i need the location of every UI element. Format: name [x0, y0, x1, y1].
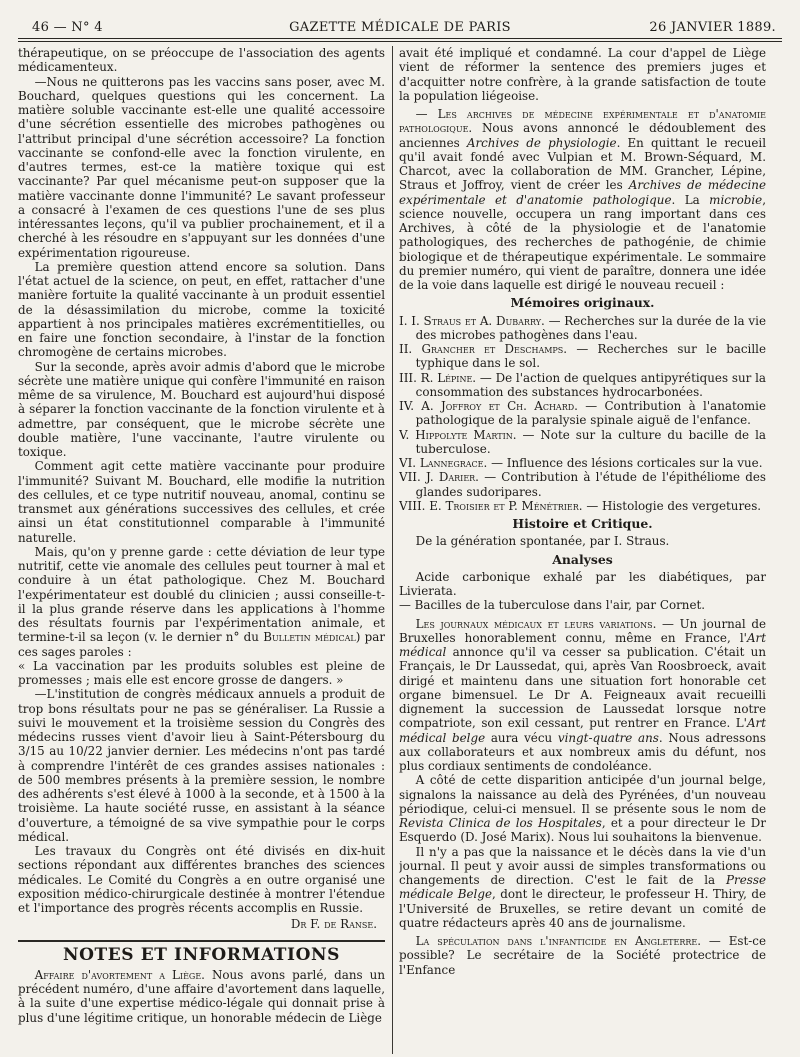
section-rule	[18, 940, 385, 942]
list-item: VI. Lannegrace. — Influence des lésions corticales sur la vue.	[399, 456, 763, 470]
list-item: II. Grancher et Deschamps. — Recherches sur le bacille typhique dans le sol.	[399, 342, 766, 371]
item-heading: — Les archives de médecine expérimentale et d'anatomie pathologique.	[399, 107, 766, 136]
paragraph: Les travaux du Congrès ont été divisés en dix-huit sections répondant aux différentes branches des sciences médicales. Le Comité du Congrès a en outre organisé une exposition médico-chirurgicale destinée à montrer l'étendue et l'importance des progrès récents accomplis en Russie.	[18, 844, 385, 915]
item-heading: Les journaux médicaux et leurs variations.	[415, 616, 657, 631]
paragraph: La spéculation dans l'infanticide en Angleterre. — Est-ce possible? Le secrétaire de la Société protectrice de l'Enfance	[399, 934, 766, 977]
paragraph: Acide carbonique exhalé par les diabétiques, par Livierata.	[399, 569, 766, 598]
section-title: NOTES ET INFORMATIONS	[62, 944, 341, 965]
paragraph: De la génération spontanée, par I. Straus.	[415, 534, 670, 549]
list-item: VIII. E. Troisier et P. Ménétrier. — Histologie des vergetures.	[399, 498, 762, 513]
paragraph: Sur la seconde, après avoir admis d'abord que le microbe sécrète une matière unique qui confère l'immunité en raison même de sa virulence, M. Bouchard est aujourd'hui disposé à séparer la fonction vaccinante de la fonction virulente et à admettre, par conséquent, que le microbe sécrète une double matière, l'une vaccinante, l'autre virulente ou toxique.	[18, 359, 385, 459]
paragraph: — Bacilles de la tuberculose dans l'air, par Cornet.	[399, 598, 706, 613]
left-column	[18, 46, 385, 1054]
paragraph: — Les archives de médecine expérimentale et d'anatomie pathologique. Nous avons annoncé le dédoublement des anciennes Archives de physiologie. En quittant le recueil qu'il avait fondé avec Vulpian et M. Brown-Séquard, M. Charcot, avec la collaboration de MM. Grancher, Lépine, Straus et Joffroy, vient de créer les Archives de médecine expérimentale et d'anatomie pathologique. La microbie, science nouvelle, occupera un rang important dans ces Archives, à côté de la physiologie et de l'anatomie pathologiques, des recherches de pathogénie, de chimie biologique et de thérapeutique expérimentale. Le sommaire du premier numéro, qui vient de paraître, donnera une idée de la voie dans laquelle est dirigé le nouveau recueil :	[399, 107, 766, 292]
subheading-histoire: Histoire et Critique.	[512, 516, 653, 531]
list-item: VII. J. Darier. — Contribution à l'étude de l'épithéliome des glandes sudoripares.	[399, 470, 766, 499]
page-header	[18, 14, 782, 38]
list-item: IV. A. Joffroy et Ch. Achard. — Contribution à l'anatomie pathologique de la paralysie spinale aiguë de l'enfance.	[399, 399, 766, 428]
subheading-analyses: Analyses	[552, 551, 613, 567]
author-signature: Dr F. de Ranse.	[290, 917, 377, 932]
bulletin-reference: Bulletin médical	[263, 630, 356, 645]
item-heading: Affaire d'avortement a Liège.	[34, 967, 205, 982]
paragraph: —L'institution de congrès médicaux annuels a produit de trop bons résultats pour ne pas se généraliser. La Russie a suivi le mouvement et la troisième session du Congrès des médecins russes vient d'avoir lieu à Saint-Pétersbourg du 3/15 au 10/22 janvier dernier. Les médecins n'ont pas tardé à comprendre l'intérêt de ces grandes assises nationales : de 500 membres présents à la première session, le nombre des adhérents s'est élevé à 1000 à la seconde, et à 1500 à la troisième. La haute société russe, en assistant à la séance d'ouverture, a témoigné de sa vive sympathie pour le corps médical.	[18, 687, 385, 844]
journal-title: GAZETTE MÉDICALE DE PARIS	[289, 20, 511, 35]
paragraph: Mais, qu'on y prenne garde : cette déviation de leur type nutritif, cette vie anomale des cellules peut tourner à mal et conduire à un état pathologique. Chez M. Bouchard l'expérimentateur est doublé du clinicien ; aussi conseille-t-il la plus grande réserve dans les applications à l'homme des résultats fournis par l'expérimentation animale, et termine-t-il sa leçon (v. le dernier n° du Bulletin médical) par ces sages paroles :	[18, 544, 385, 659]
paragraph: La première question attend encore sa solution. Dans l'état actuel de la science, on peut, en effet, rattacher d'une manière fortuite la qualité vaccinante à un produit essentiel de la désassimilation du microbe, comme la toxicité appartient à nos principales matières excrémentitielles, ou en faire une fonction secondaire, à l'instar de la fonction chromogène de certains microbes.	[18, 259, 385, 360]
header-rule	[18, 38, 782, 42]
paragraph: Comment agit cette matière vaccinante pour produire l'immunité? Suivant M. Bouchard, elle modifie la nutrition des cellules, et ce type nutritif nouveau, anomal, continu se transmet aux générations successives des cellules, et crée ainsi un état constitutionnel comparable à l'immunité naturelle.	[18, 459, 385, 545]
paragraph: —Nous ne quitterons pas les vaccins sans poser, avec M. Bouchard, quelques questions qui les concernent. La matière soluble vaccinante est-elle une qualité accessoire d'une sécrétion essentielle des microbes pathogènes ou l'attribut principal d'une sécrétion accessoire? La fonction vaccinante se confond-elle avec la fonction virulente, en d'autres termes, est-ce la matière toxique qui est vaccinante? Par quel mécanisme peut-on supposer que la matière vaccinante donne l'immunité? Le savant professeur a consacré à l'examen de ces questions l'une de ses plus intéressantes leçons, qu'il va publier prochainement, et il a cherché à les résoudre en s'appuyant sur les données d'une expérimentation rigoureuse.	[18, 74, 385, 260]
page-number: 46 — N° 4	[32, 20, 103, 35]
item-heading: La spéculation dans l'infanticide en Angleterre.	[415, 934, 702, 948]
paragraph: Affaire d'avortement a Liège. Nous avons parlé, dans un précédent numéro, d'une affaire d'avortement dans laquelle, à la suite d'une expertise médico-légale qui donnait prise à plus d'une légitime critique, un honorable médecin de Liège	[18, 967, 385, 1025]
memoires-list	[399, 314, 766, 514]
paragraph: A côté de cette disparition anticipée d'un journal belge, signalons la naissance au delà des Pyrénées, d'un nouveau périodique, celui-ci mensuel. Il se présente sous le nom de Revista Clinica de los Hospitales, et a pour directeur le Dr Esquerdo (D. José Marix). Nous lui souhaitons la bienvenue.	[399, 773, 766, 845]
issue-date: 26 JANVIER 1889.	[649, 20, 776, 35]
paragraph: thérapeutique, on se préoccupe de l'association des agents médicamenteux.	[18, 46, 385, 75]
list-item: III. R. Lépine. — De l'action de quelques antipyrétiques sur la consommation des substances hydrocarbonées.	[399, 370, 766, 399]
quote: « La vaccination par les produits solubles est pleine de promesses ; mais elle est encore grosse de dangers. »	[18, 658, 385, 687]
list-item: I. I. Straus et A. Dubarry. — Recherches sur la durée de la vie des microbes pathogènes dans l'eau.	[399, 313, 766, 342]
subheading-memoires: Mémoires originaux.	[510, 295, 655, 311]
column-divider	[392, 46, 393, 1054]
right-column	[399, 46, 766, 1054]
paragraph: avait été impliqué et condamné. La cour d'appel de Liège vient de réformer la sentence des premiers juges et d'acquitter notre confrère, à la grande satisfaction de toute la population liégeoise.	[399, 46, 766, 103]
paragraph: Les journaux médicaux et leurs variations. — Un journal de Bruxelles honorablement connu, même en France, l'Art médical annonce qu'il va cesser sa publication. C'était un Français, le Dr Laussedat, qui, après Van Roosbroeck, avait dirigé et maintenu dans une situation fort honorable cet organe bimensuel. Le Dr A. Feigneaux avait recueilli dignement la succession de Laussedat lorsque notre compatriote, son exil cessant, put rentrer en France. L'Art médical belge aura vécu vingt-quatre ans. Nous adressons aux collaborateurs et aux nombreux amis du défunt, nos plus cordiaux sentiments de condoléance.	[399, 616, 766, 773]
paragraph: Il n'y a pas que la naissance et le décès dans la vie d'un journal. Il peut y avoir aussi de simples transformations ou changements de direction. C'est le fait de la Presse médicale Belge, dont le directeur, le professeur H. Thiry, de l'Université de Bruxelles, se retire devant un comité de quatre rédacteurs après 40 ans de journalisme.	[399, 844, 766, 930]
list-item: V. Hippolyte Martin. — Note sur la culture du bacille de la tuberculose.	[399, 427, 766, 456]
